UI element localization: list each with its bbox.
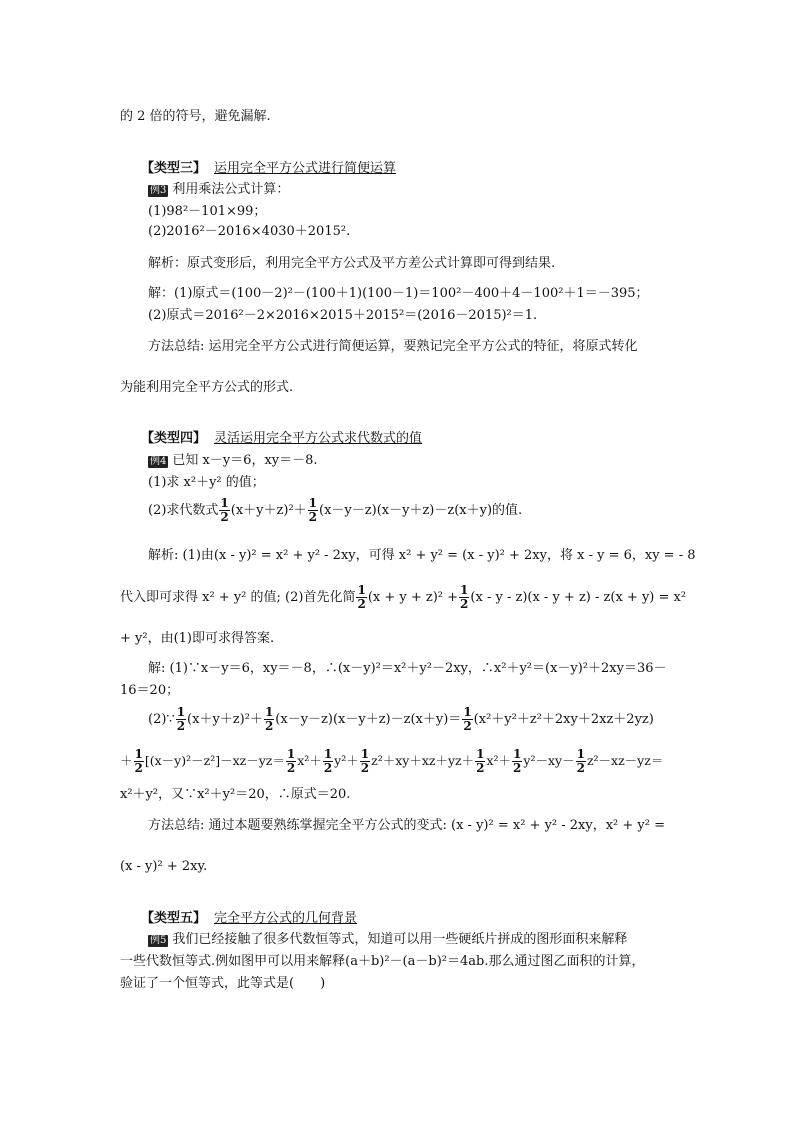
text-segment: (x＋y＋z)²＋	[187, 712, 263, 727]
section-title: 灵活运用完全平方公式求代数式的值	[214, 431, 423, 446]
solution-line: 解：(1)原式＝(100－2)²－(100＋1)(100－1)＝100²－400＋4－100²＋1＝－395；	[148, 286, 649, 301]
denominator: 2	[476, 761, 485, 775]
summary-line: (x - y)² + 2xy.	[120, 859, 208, 874]
example-line	[148, 452, 318, 470]
denominator: 2	[264, 719, 274, 733]
fraction	[264, 706, 274, 733]
numerator: 1	[176, 705, 186, 719]
text-segment: x²＋	[486, 753, 512, 768]
text-segment: 代入即可求得 x² + y² 的值; (2)首先化简	[120, 590, 356, 605]
denominator: 2	[134, 761, 143, 775]
example-badge: 例3	[150, 185, 167, 196]
fraction	[356, 584, 366, 611]
numerator: 1	[513, 747, 522, 761]
numerator: 1	[357, 583, 366, 597]
question-1: (1)98²－101×99；	[148, 204, 267, 219]
example-line	[148, 931, 627, 949]
question-2: (2)2016²－2016×4030＋2015².	[148, 224, 351, 239]
text-segment: (x－y－z)(x－y＋z)－z(x＋y)的值.	[319, 503, 523, 518]
denominator: 2	[308, 510, 318, 524]
fraction	[219, 497, 229, 524]
section-heading-type5	[141, 910, 357, 928]
fraction	[360, 748, 370, 775]
numerator: 1	[476, 747, 485, 761]
example-text: 我们已经接触了很多代数恒等式，知道可以用一些硬纸片拼成的图形面积来解释	[172, 932, 628, 947]
fraction	[512, 748, 522, 775]
section-title: 完全平方公式的几何背景	[214, 911, 358, 926]
numerator: 1	[360, 747, 370, 761]
text-segment: (x＋y＋z)²＋	[230, 503, 307, 518]
denominator: 2	[220, 510, 229, 524]
solution-line	[148, 706, 654, 733]
denominator: 2	[323, 761, 333, 775]
question-1: (1)求 x²＋y² 的值；	[148, 475, 265, 490]
numerator: 1	[323, 747, 333, 761]
text-line: 一些代数恒等式.例如图甲可以用来解释(a＋b)²－(a－b)²＝4ab.那么通过图乙面积的计算，	[120, 954, 645, 969]
fraction	[134, 748, 144, 775]
example-text: 利用乘法公式计算：	[172, 182, 290, 197]
example-line	[148, 181, 289, 199]
text-segment: (2)∵	[148, 712, 175, 727]
text-segment: y²－xy－	[523, 753, 575, 768]
example-text: 已知 x－y＝6，xy＝－8.	[172, 453, 318, 468]
question-2	[148, 497, 522, 524]
section-label: 【类型四】	[141, 431, 207, 446]
denominator: 2	[513, 761, 522, 775]
analysis-text	[120, 584, 686, 611]
text-segment: (x - y - z)(x - y + z) - z(x + y) = x²	[470, 590, 687, 605]
text-segment: y²＋	[334, 753, 359, 768]
fraction	[176, 706, 186, 733]
numerator: 1	[576, 747, 585, 761]
summary-line: 方法总结: 通过本题要熟练掌握完全平方公式的变式: (x - y)² = x² + y² - 2xy，x² + y² =	[148, 818, 666, 833]
fraction	[459, 584, 469, 611]
numerator: 1	[463, 705, 472, 719]
text-line: 的 2 倍的符号，避免漏解.	[120, 109, 271, 124]
fraction	[308, 497, 318, 524]
text-line: 验证了一个恒等式，此等式是( )	[120, 976, 326, 991]
denominator: 2	[176, 719, 186, 733]
numerator: 1	[286, 747, 296, 761]
denominator: 2	[463, 719, 472, 733]
denominator: 2	[360, 761, 370, 775]
solution-line: x²＋y²，又∵x²＋y²＝20，∴原式＝20.	[120, 787, 351, 802]
solution-line	[120, 748, 663, 775]
numerator: 1	[220, 496, 229, 510]
numerator: 1	[460, 583, 469, 597]
denominator: 2	[576, 761, 585, 775]
text-segment: (x－y－z)(x－y＋z)－z(x＋y)＝	[275, 712, 462, 727]
section-heading-type3	[141, 160, 396, 178]
fraction	[286, 748, 296, 775]
text-segment: (2)求代数式	[148, 503, 219, 518]
section-label: 【类型三】	[141, 161, 207, 176]
text-segment: z²＋xy＋xz＋yz＋	[371, 753, 475, 768]
denominator: 2	[357, 597, 366, 611]
text-segment: ＋	[120, 753, 133, 768]
fraction	[576, 748, 586, 775]
solution-line: 16＝20；	[120, 683, 180, 698]
section-title: 运用完全平方公式进行简便运算	[214, 161, 397, 176]
example-badge: 例5	[150, 935, 167, 946]
fraction	[475, 748, 485, 775]
text-segment: [(x－y)²－z²]－xz－yz＝	[144, 753, 285, 768]
fraction	[323, 748, 333, 775]
numerator: 1	[134, 747, 143, 761]
analysis-text: 解析: (1)由(x - y)² = x² + y² - 2xy，可得 x² + y² = (x - y)² + 2xy，将 x - y = 6，xy = - 8	[148, 548, 696, 563]
summary-line: 方法总结: 运用完全平方公式进行简便运算，要熟记完全平方公式的特征，将原式转化	[148, 339, 638, 354]
text-segment: x²＋	[297, 753, 322, 768]
summary-line: 为能利用完全平方公式的形式.	[120, 380, 294, 395]
solution-line: (2)原式＝2016²－2×2016×2015＋2015²＝(2016－2015)²＝1.	[148, 308, 538, 323]
text-segment: (x²＋y²＋z²＋2xy＋2xz＋2yz)	[473, 712, 654, 727]
numerator: 1	[264, 705, 274, 719]
fraction	[462, 706, 472, 733]
text-segment: z²－xz－yz＝	[586, 753, 664, 768]
example-badge: 例4	[150, 456, 167, 467]
numerator: 1	[308, 496, 318, 510]
analysis-text: 解析：原式变形后，利用完全平方公式及平方差公式计算即可得到结果.	[148, 256, 556, 271]
denominator: 2	[460, 597, 469, 611]
text-segment: (x + y + z)² +	[367, 590, 459, 605]
solution-line: 解: (1)∵x－y＝6，xy＝－8，∴(x－y)²＝x²＋y²－2xy，∴x²＋y²＝(x－y)²＋2xy＝36－	[148, 661, 667, 676]
denominator: 2	[286, 761, 296, 775]
analysis-text: + y²，由(1)即可求得答案.	[120, 631, 275, 646]
section-label: 【类型五】	[141, 911, 207, 926]
section-heading-type4	[141, 430, 422, 448]
